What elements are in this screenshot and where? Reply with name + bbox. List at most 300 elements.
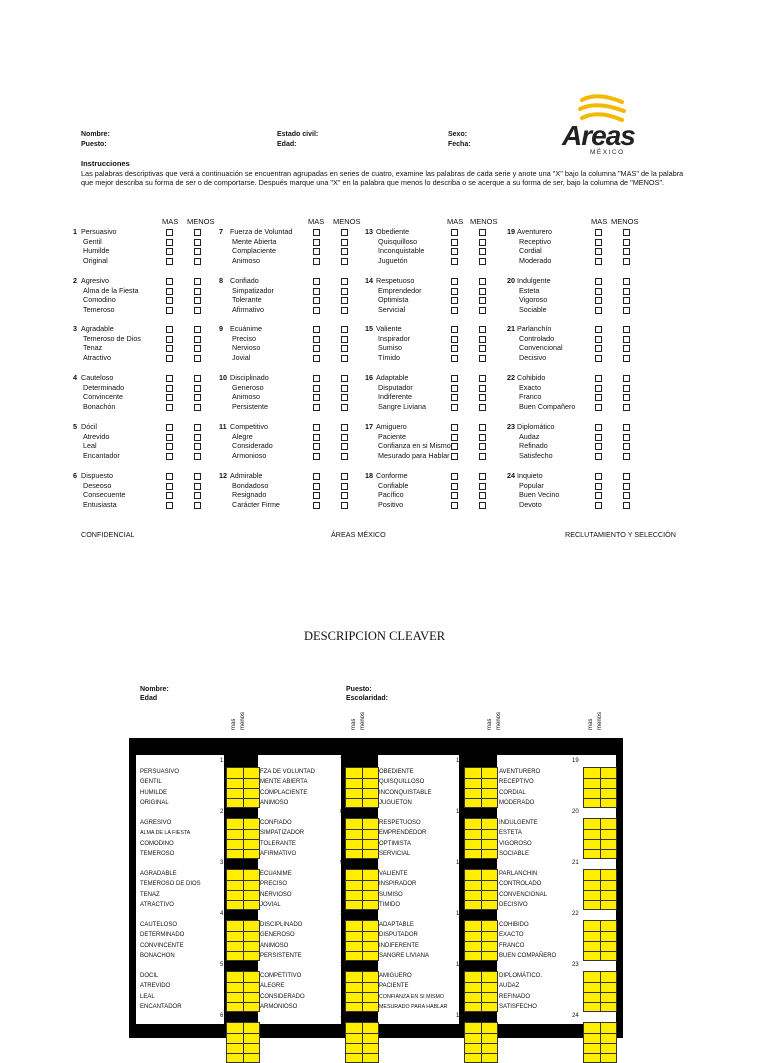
menos-checkbox[interactable] [623,326,630,333]
group-number: 2 [73,276,77,285]
mas-checkbox[interactable] [166,375,173,382]
mas-checkbox[interactable] [451,326,458,333]
mas-checkbox[interactable] [313,473,320,480]
mas-checkbox[interactable] [595,278,602,285]
answer-box[interactable] [583,920,617,961]
answer-box[interactable] [583,869,617,910]
mas-checkbox[interactable] [166,229,173,236]
footer-left: CONFIDENCIAL [81,530,135,539]
mas-checkbox[interactable] [313,394,320,401]
footer-right: RECLUTAMIENTO Y SELECCIÓN [565,530,676,539]
mas-checkbox[interactable] [451,355,458,362]
mas-checkbox[interactable] [313,307,320,314]
group-number: 22 [507,373,515,382]
menos-checkbox[interactable] [341,326,348,333]
mas-checkbox[interactable] [313,483,320,490]
menos-checkbox[interactable] [341,404,348,411]
mas-checkbox[interactable] [166,258,173,265]
menos-checkbox[interactable] [194,424,201,431]
mas-checkbox[interactable] [595,248,602,255]
mas-checkbox[interactable] [313,492,320,499]
menos-checkbox[interactable] [341,229,348,236]
answer-box[interactable] [583,767,617,808]
mas-checkbox[interactable] [595,258,602,265]
mas-checkbox[interactable] [166,453,173,460]
mas-checkbox[interactable] [595,443,602,450]
menos-checkbox[interactable] [341,394,348,401]
menos-checkbox[interactable] [479,355,486,362]
grid-group-number: 8 [340,809,344,815]
menos-checkbox[interactable] [479,307,486,314]
menos-checkbox[interactable] [194,345,201,352]
menos-checkbox[interactable] [341,502,348,509]
grid-word: AGRADABLE [140,871,177,877]
word-label: Cauteloso [81,373,114,382]
answer-box-divider [227,798,259,799]
menos-checkbox[interactable] [479,345,486,352]
mas-checkbox[interactable] [451,375,458,382]
menos-checkbox[interactable] [623,492,630,499]
menos-checkbox[interactable] [194,473,201,480]
word-label: Emprendedor [378,285,422,295]
grid-word: AFIRMATIVO [260,850,297,857]
word-label: Satisfecho [519,450,553,460]
word-label: Cohibido [517,373,546,382]
mas-checkbox[interactable] [166,404,173,411]
menos-checkbox[interactable] [341,278,348,285]
grid-group-number: 16 [456,911,463,917]
answer-box-divider [346,1053,378,1054]
word-label: Preciso [232,333,256,343]
col-header-menos-1: MENOS [187,217,215,226]
menos-checkbox[interactable] [479,424,486,431]
answer-box[interactable] [226,971,260,1012]
word-label: Carácter Firme [232,499,280,509]
answer-box-divider [227,941,259,942]
answer-box[interactable] [583,818,617,859]
mas-checkbox[interactable] [451,404,458,411]
answer-box[interactable] [464,767,498,808]
menos-checkbox[interactable] [341,375,348,382]
menos-checkbox[interactable] [479,443,486,450]
menos-checkbox[interactable] [194,229,201,236]
menos-checkbox[interactable] [194,297,201,304]
mas-checkbox[interactable] [451,345,458,352]
answer-box[interactable] [226,920,260,961]
mas-checkbox[interactable] [166,492,173,499]
mas-checkbox[interactable] [313,404,320,411]
menos-checkbox[interactable] [479,297,486,304]
menos-checkbox[interactable] [623,355,630,362]
mas-checkbox[interactable] [595,502,602,509]
menos-checkbox[interactable] [623,424,630,431]
mas-checkbox[interactable] [595,307,602,314]
grid-word: INCONQUISTABLE [379,789,432,796]
grid-word: COMPETITIVO [260,973,302,979]
menos-checkbox[interactable] [341,434,348,441]
menos-checkbox[interactable] [479,434,486,441]
answer-box-divider [465,982,497,983]
menos-checkbox[interactable] [623,288,630,295]
word-label: Popular [519,480,544,490]
mas-checkbox[interactable] [451,248,458,255]
menos-checkbox[interactable] [341,424,348,431]
answer-box[interactable] [226,818,260,859]
menos-checkbox[interactable] [479,394,486,401]
menos-checkbox[interactable] [479,502,486,509]
word-label: Sangre Liviana [378,401,426,411]
menos-checkbox[interactable] [623,502,630,509]
mas-checkbox[interactable] [313,326,320,333]
menos-checkbox[interactable] [341,239,348,246]
mas-checkbox[interactable] [313,239,320,246]
mas-checkbox[interactable] [313,424,320,431]
grid-word: JUGUETON [379,799,412,806]
mas-checkbox[interactable] [595,434,602,441]
grid-word: MESURADO PARA HABLAR [379,1003,448,1010]
menos-checkbox[interactable] [623,297,630,304]
menos-checkbox[interactable] [194,434,201,441]
grid-word: TEMEROSO [140,850,175,857]
mas-vertical-label: mas [588,718,594,730]
answer-box[interactable] [226,869,260,910]
answer-box[interactable] [464,920,498,961]
mas-checkbox[interactable] [451,502,458,509]
grid-word: PERSISTENTE [260,952,302,959]
menos-checkbox[interactable] [341,307,348,314]
mas-checkbox[interactable] [313,443,320,450]
menos-checkbox[interactable] [341,453,348,460]
mas-checkbox[interactable] [166,483,173,490]
mas-checkbox[interactable] [166,385,173,392]
menos-checkbox[interactable] [623,473,630,480]
group-number: 5 [73,422,77,431]
grid-word: OPTIMISTA [379,840,411,847]
menos-checkbox[interactable] [623,385,630,392]
mas-checkbox[interactable] [451,307,458,314]
menos-checkbox[interactable] [479,258,486,265]
mas-checkbox[interactable] [166,502,173,509]
menos-checkbox[interactable] [194,355,201,362]
menos-checkbox[interactable] [194,258,201,265]
grid-group-number: 4 [220,911,224,917]
grid-word: SIMPATIZADOR [260,830,305,837]
menos-checkbox[interactable] [194,385,201,392]
menos-checkbox[interactable] [194,239,201,246]
answer-box-divider [346,849,378,850]
menos-checkbox[interactable] [479,375,486,382]
mas-checkbox[interactable] [451,473,458,480]
word-label: Bondadoso [232,480,269,490]
mas-checkbox[interactable] [595,297,602,304]
answer-box[interactable] [345,1022,379,1063]
mas-checkbox[interactable] [313,355,320,362]
word-label: Obediente [376,227,410,236]
logo-brand: Areas [562,120,635,151]
mas-checkbox[interactable] [451,278,458,285]
mas-checkbox[interactable] [451,492,458,499]
menos-checkbox[interactable] [623,345,630,352]
menos-checkbox[interactable] [341,288,348,295]
mas-checkbox[interactable] [313,434,320,441]
word-label: Respetuoso [376,276,415,285]
mas-checkbox[interactable] [166,326,173,333]
answer-box-divider [346,931,378,932]
menos-checkbox[interactable] [479,473,486,480]
grid-word: QUISQUILLOSO [379,779,425,786]
word-label: Mesurado para Hablar [378,450,450,460]
menos-checkbox[interactable] [341,336,348,343]
menos-checkbox[interactable] [341,473,348,480]
grid-word: ENCANTADOR [140,1003,182,1010]
word-label: Admirable [230,471,263,480]
grid-word: MODERADO [499,799,535,806]
word-label: Parlanchín [517,324,552,333]
menos-checkbox[interactable] [341,483,348,490]
menos-checkbox[interactable] [194,394,201,401]
answer-box-divider [584,829,616,830]
group-number: 17 [365,422,373,431]
mas-checkbox[interactable] [313,297,320,304]
menos-checkbox[interactable] [194,375,201,382]
mas-checkbox[interactable] [313,278,320,285]
menos-checkbox[interactable] [479,248,486,255]
menos-checkbox[interactable] [194,453,201,460]
mas-checkbox[interactable] [166,355,173,362]
menos-checkbox[interactable] [479,278,486,285]
word-label: Ecuánime [230,324,262,333]
group-number: 23 [507,422,515,431]
menos-checkbox[interactable] [341,345,348,352]
mas-checkbox[interactable] [595,229,602,236]
menos-checkbox[interactable] [623,453,630,460]
mas-checkbox[interactable] [451,453,458,460]
grid-word: INDULGENTE [499,820,538,826]
answer-box-divider [584,941,616,942]
menos-checkbox[interactable] [194,326,201,333]
answer-box[interactable] [583,1022,617,1063]
mas-checkbox[interactable] [451,424,458,431]
menos-checkbox[interactable] [479,229,486,236]
menos-checkbox[interactable] [341,258,348,265]
mas-checkbox[interactable] [595,385,602,392]
mas-checkbox[interactable] [166,473,173,480]
answer-box[interactable] [345,869,379,910]
mas-checkbox[interactable] [595,239,602,246]
mas-checkbox[interactable] [451,297,458,304]
answer-box-divider [346,951,378,952]
answer-box[interactable] [464,971,498,1012]
menos-checkbox[interactable] [341,385,348,392]
word-label: Decisivo [519,352,547,362]
answer-box[interactable] [226,767,260,808]
mas-checkbox[interactable] [595,355,602,362]
menos-checkbox[interactable] [479,288,486,295]
mas-checkbox[interactable] [166,288,173,295]
menos-checkbox[interactable] [341,248,348,255]
mas-checkbox[interactable] [166,239,173,246]
mas-checkbox[interactable] [166,394,173,401]
answer-box-divider [346,880,378,881]
answer-box-divider [346,1002,378,1003]
grid-group-number: 9 [340,860,344,866]
group-number: 8 [219,276,223,285]
mas-checkbox[interactable] [313,502,320,509]
menos-checkbox[interactable] [194,307,201,314]
word-label: Audaz [519,431,540,441]
answer-box[interactable] [226,1022,260,1063]
menos-checkbox[interactable] [479,404,486,411]
mas-checkbox[interactable] [595,453,602,460]
menos-checkbox[interactable] [623,394,630,401]
menos-checkbox[interactable] [194,492,201,499]
mas-vertical-label: mas [231,718,237,730]
mas-checkbox[interactable] [166,297,173,304]
menos-checkbox[interactable] [623,336,630,343]
mas-checkbox[interactable] [166,424,173,431]
word-label: Paciente [378,431,406,441]
menos-checkbox[interactable] [194,404,201,411]
grid-word: ANIMOSO [260,799,289,806]
mas-checkbox[interactable] [313,345,320,352]
mas-checkbox[interactable] [595,404,602,411]
mas-checkbox[interactable] [595,492,602,499]
mas-checkbox[interactable] [451,385,458,392]
word-label: Buen Compañero [519,401,576,411]
mas-checkbox[interactable] [451,288,458,295]
menos-checkbox[interactable] [479,492,486,499]
menos-checkbox[interactable] [341,355,348,362]
mas-checkbox[interactable] [313,385,320,392]
mas-checkbox[interactable] [451,394,458,401]
menos-checkbox[interactable] [623,248,630,255]
grid-word: ATREVIDO [140,983,171,990]
menos-checkbox[interactable] [623,278,630,285]
answer-box-divider [227,778,259,779]
answer-box-divider [584,788,616,789]
mas-checkbox[interactable] [595,394,602,401]
menos-checkbox[interactable] [623,258,630,265]
menos-checkbox[interactable] [341,443,348,450]
mas-checkbox[interactable] [166,434,173,441]
menos-checkbox[interactable] [194,278,201,285]
mas-checkbox[interactable] [313,375,320,382]
grid-word: COMODINO [140,840,174,847]
answer-box-divider [227,982,259,983]
mas-checkbox[interactable] [166,278,173,285]
menos-checkbox[interactable] [194,336,201,343]
menos-checkbox[interactable] [479,239,486,246]
group-number: 4 [73,373,77,382]
word-label: Humilde [83,246,110,256]
menos-checkbox[interactable] [341,492,348,499]
mas-checkbox[interactable] [595,473,602,480]
mas-checkbox[interactable] [595,345,602,352]
menos-checkbox[interactable] [623,375,630,382]
mas-checkbox[interactable] [595,326,602,333]
grid-word: CONSIDERADO [260,993,305,1000]
mas-checkbox[interactable] [595,424,602,431]
mas-checkbox[interactable] [166,307,173,314]
menos-checkbox[interactable] [623,483,630,490]
mas-checkbox[interactable] [166,443,173,450]
mas-checkbox[interactable] [166,248,173,255]
menos-checkbox[interactable] [479,483,486,490]
menos-checkbox[interactable] [623,404,630,411]
grid-word: ORIGINAL [140,799,169,806]
answer-box-divider [227,992,259,993]
menos-checkbox[interactable] [623,443,630,450]
menos-checkbox[interactable] [623,239,630,246]
answer-box[interactable] [345,767,379,808]
answer-box[interactable] [464,1022,498,1063]
menos-checkbox[interactable] [194,288,201,295]
mas-checkbox[interactable] [313,258,320,265]
mas-checkbox[interactable] [451,483,458,490]
word-label: Confianza en si Mismo [378,441,451,451]
word-label: Animoso [232,392,260,402]
menos-checkbox[interactable] [194,248,201,255]
menos-checkbox[interactable] [194,483,201,490]
col-header-mas-4: MAS [591,217,608,226]
menos-checkbox[interactable] [623,434,630,441]
answer-box-divider [346,778,378,779]
mas-checkbox[interactable] [451,229,458,236]
mas-checkbox[interactable] [451,336,458,343]
answer-box[interactable] [464,869,498,910]
grid-word: AGRESIVO [140,820,172,826]
mas-checkbox[interactable] [166,336,173,343]
grid-word: PARLANCHIN [499,871,538,877]
menos-checkbox[interactable] [623,229,630,236]
menos-checkbox[interactable] [194,502,201,509]
group-number: 24 [507,471,515,480]
mas-checkbox[interactable] [451,239,458,246]
answer-box[interactable] [345,818,379,859]
mas-checkbox[interactable] [313,336,320,343]
mas-checkbox[interactable] [595,375,602,382]
mas-checkbox[interactable] [595,336,602,343]
answer-box[interactable] [345,920,379,961]
mas-checkbox[interactable] [451,434,458,441]
answer-box[interactable] [583,971,617,1012]
word-label: Determinado [83,382,125,392]
menos-checkbox[interactable] [194,443,201,450]
mas-checkbox[interactable] [313,453,320,460]
answer-box-divider [346,1033,378,1034]
answer-box[interactable] [345,971,379,1012]
menos-checkbox[interactable] [479,326,486,333]
menos-checkbox[interactable] [479,385,486,392]
mas-checkbox[interactable] [313,229,320,236]
word-label: Receptivo [519,236,551,246]
mas-checkbox[interactable] [313,248,320,255]
mas-checkbox[interactable] [313,288,320,295]
mas-checkbox[interactable] [595,288,602,295]
menos-checkbox[interactable] [623,307,630,314]
group-number: 12 [219,471,227,480]
word-label: Refinado [519,441,548,451]
mas-checkbox[interactable] [595,483,602,490]
menos-checkbox[interactable] [479,336,486,343]
answer-box[interactable] [464,818,498,859]
col-header-menos-3: MENOS [470,217,498,226]
mas-checkbox[interactable] [451,258,458,265]
mas-checkbox[interactable] [166,345,173,352]
mas-checkbox[interactable] [451,443,458,450]
menos-checkbox[interactable] [341,297,348,304]
menos-checkbox[interactable] [479,453,486,460]
